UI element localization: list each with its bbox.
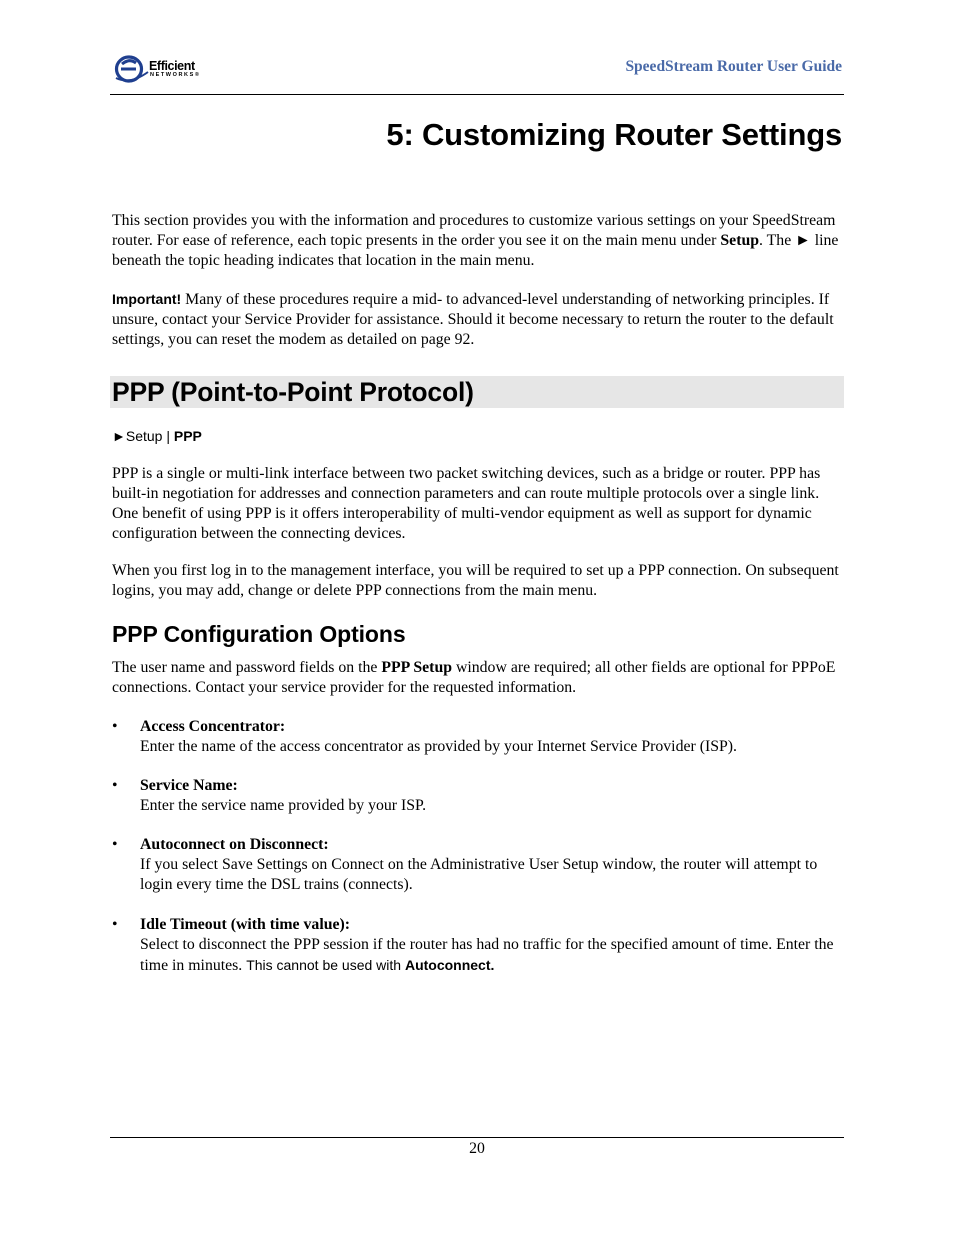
section-title: PPP (Point-to-Point Protocol): [112, 377, 474, 407]
bullet-icon: •: [112, 836, 118, 853]
option-term: Idle Timeout (with time value):: [140, 916, 351, 933]
bullet-icon: •: [112, 777, 118, 794]
logo-e-swoosh-icon: [114, 54, 150, 84]
ppp-login-note: When you first log in to the management interface, you will be required to set up a PPP connection. On subsequent logins, you may add, change or delete PPP connections from the main menu.: [112, 562, 839, 599]
bullet-icon: •: [112, 916, 118, 933]
option-description: If you select Save Settings on Connect on the Administrative User Setup window, the router will attempt to login every time the DSL trains (connects).: [140, 856, 818, 893]
logo-wordmark: Efficient: [149, 59, 195, 73]
subsection-title: PPP Configuration Options: [112, 621, 406, 647]
logo-subtext: NETWORKS®: [150, 72, 201, 78]
bullet-icon: •: [112, 718, 118, 735]
option-description: Enter the name of the access concentrator as provided by your Internet Service Provider (ISP).: [140, 738, 737, 755]
option-description: Enter the service name provided by your ISP.: [140, 797, 427, 814]
footer-rule: [110, 1137, 844, 1138]
guide-title: SpeedStream Router User Guide: [625, 58, 842, 75]
chapter-title: 5: Customizing Router Settings: [386, 117, 842, 152]
setup-term: Setup: [720, 232, 760, 249]
menu-path: ►Setup | PPP: [112, 428, 202, 444]
ppp-description: PPP is a single or multi-link interface between two packet switching devices, such as a bridge or router. PPP has built-in negotiation for addresses and connection parameters and can route multiple protocols over a single link. One benefit of using PPP is it offers interoperability of multi-vendor equipment as well as support for dynamic configuration between the connecting devices.: [112, 465, 821, 542]
option-term: Access Concentrator:: [140, 718, 286, 735]
efficient-networks-logo: [114, 54, 214, 84]
intro-paragraph: This section provides you with the information and procedures to customize various settings on your SpeedStream router. For ease of reference, each topic presents in the order you see it on the main menu under Setup. The ► line beneath the topic heading indicates that location in the main menu.: [112, 212, 839, 269]
config-intro: The user name and password fields on the PPP Setup window are required; all other fields are optional for PPPoE connections. Contact your service provider for the requested information.: [112, 659, 836, 696]
option-term: Autoconnect on Disconnect:: [140, 836, 329, 853]
header-rule: [110, 94, 844, 95]
important-note: Important! Many of these procedures require a mid- to advanced-level understanding of networking principles. If unsure, contact your Service Provider for assistance. Should it become necessary to return the router to the default settings, you can reset the modem as detailed on page 92.: [112, 291, 834, 348]
page-number: 20: [469, 1140, 485, 1157]
important-label: Important!: [112, 291, 182, 307]
option-description: Select to disconnect the PPP session if the router has had no traffic for the specified amount of time. Enter the time in minutes. This cannot be used with Autoconnect.: [140, 936, 834, 974]
option-term: Service Name:: [140, 777, 238, 794]
